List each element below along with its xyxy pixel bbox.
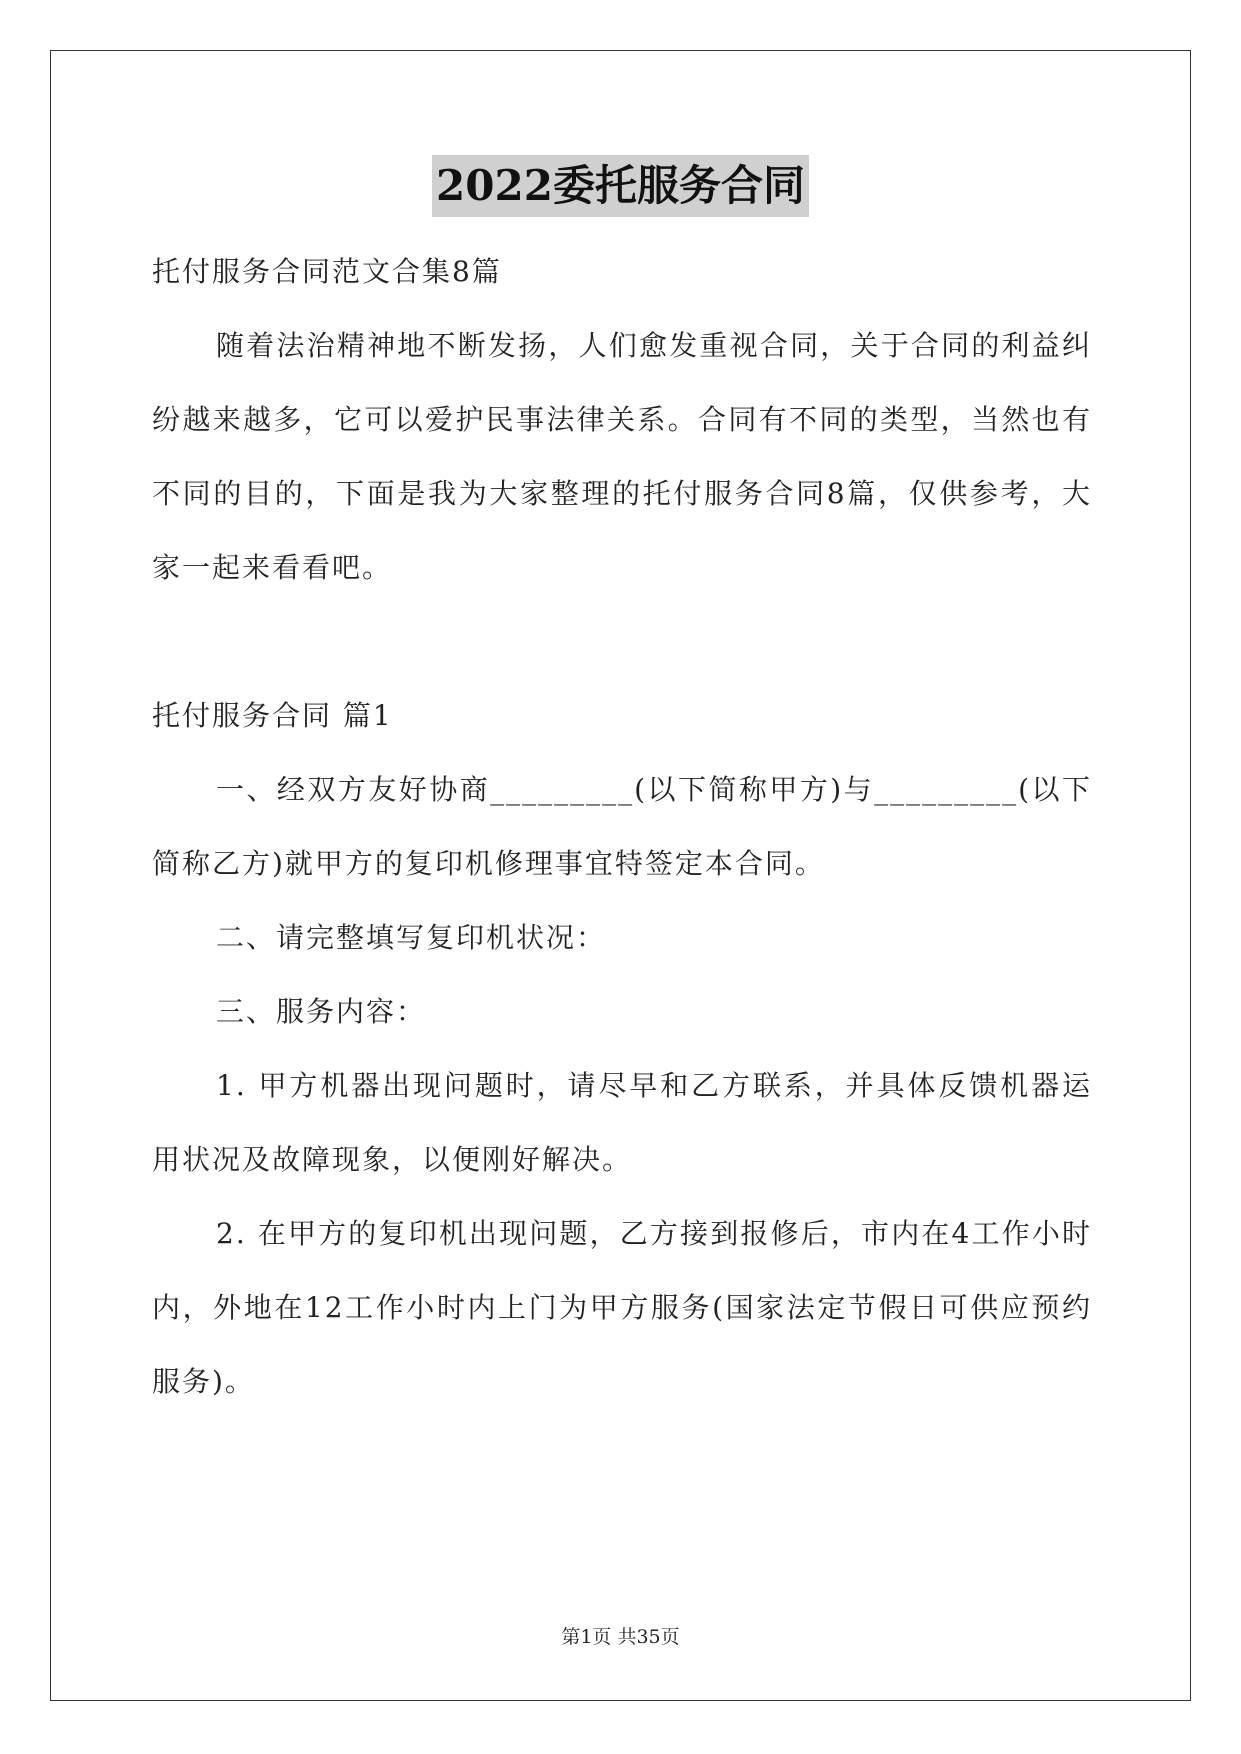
document-body: [152, 235, 1092, 1419]
clause-paragraph-1: 一、经双方友好协商_________(以下简称甲方)与_________(以下简称乙方)就甲方的复印机修理事宜特签定本合同。: [152, 773, 1092, 880]
title-container: [0, 155, 1241, 217]
document-subtitle: 托付服务合同范文合集8篇: [152, 255, 502, 288]
intro-paragraph: 随着法治精神地不断发扬，人们愈发重视合同，关于合同的利益纠纷越来越多，它可以爱护民事法律关系。合同有不同的类型，当然也有不同的目的，下面是我为大家整理的托付服务合同8篇，仅供参考，大家一起来看看吧。: [152, 329, 1092, 584]
spacer: [152, 605, 1092, 679]
section-heading: 托付服务合同 篇1: [152, 699, 393, 732]
document-title: 2022委托服务合同: [432, 155, 809, 217]
page-footer: 第1页 共35页: [561, 1626, 680, 1648]
clause-paragraph-5: 2. 在甲方的复印机出现问题，乙方接到报修后，市内在4工作小时内，外地在12工作小时内上门为甲方服务(国家法定节假日可供应预约服务)。: [152, 1217, 1092, 1398]
clause-paragraph-2: 二、请完整填写复印机状况：: [216, 921, 607, 954]
clause-paragraph-3: 三、服务内容：: [216, 995, 427, 1028]
clause-paragraph-4: 1. 甲方机器出现问题时，请尽早和乙方联系，并具体反馈机器运用状况及故障现象，以便刚好解决。: [152, 1069, 1092, 1176]
